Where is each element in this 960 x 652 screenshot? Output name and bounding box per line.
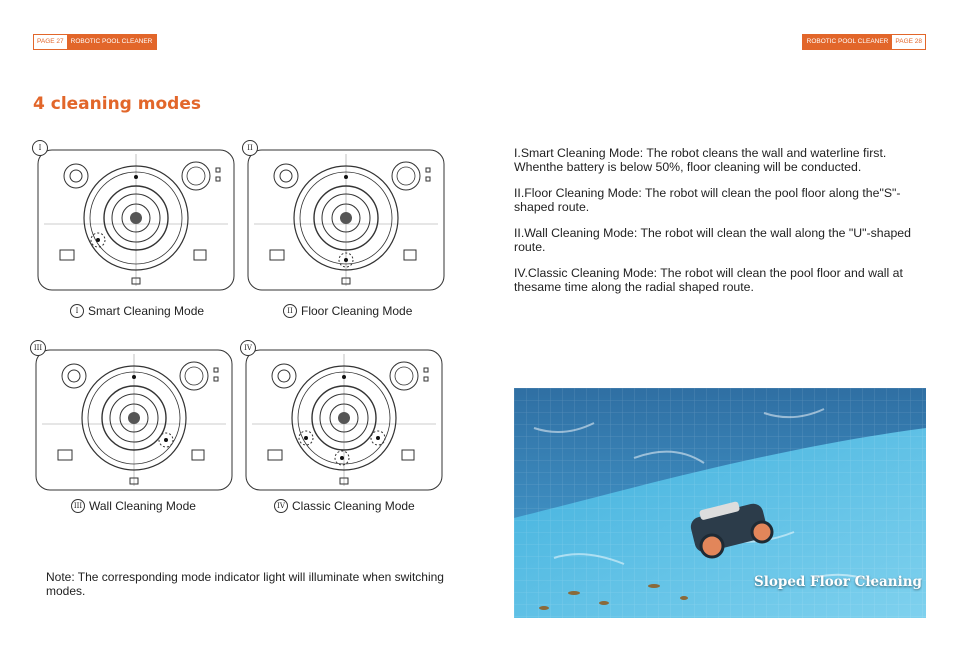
photo-caption: Sloped Floor Cleaning [754, 574, 922, 590]
mode-caption-3 [71, 499, 196, 513]
device-diagram [36, 146, 236, 292]
mode-caption-2 [283, 304, 412, 318]
caption-text: Wall Cleaning Mode [89, 499, 196, 513]
mode-numeral: IV [240, 340, 256, 356]
description-classic: IV.Classic Cleaning Mode: The robot will clean the pool floor and wall at thesame time along the radial shaped route. [514, 266, 903, 294]
mode-panel-2 [246, 146, 446, 292]
description-smart: I.Smart Cleaning Mode: The robot cleans the wall and waterline first. Whenthe battery is below 50%, floor cleaning will be conducted. [514, 146, 887, 174]
note-text: Note: The corresponding mode indicator light will illuminate when switching modes. [46, 570, 444, 598]
caption-text: Smart Cleaning Mode [88, 304, 205, 318]
mode-descriptions [514, 146, 924, 306]
page-tag-left [33, 34, 157, 50]
device-diagram [244, 346, 444, 492]
mode-panel-3 [34, 346, 234, 492]
description-floor: II.Floor Cleaning Mode: The robot will clean the pool floor along the"S"-shaped route. [514, 186, 901, 214]
page-number-left: PAGE 27 [34, 35, 67, 49]
mode-caption-4 [274, 499, 415, 513]
caption-numeral: III [71, 499, 85, 513]
page-title-left: ROBOTIC POOL CLEANER [67, 35, 157, 49]
caption-numeral: I [70, 304, 84, 318]
device-diagram [34, 346, 234, 492]
caption-numeral: IV [274, 499, 288, 513]
mode-caption-1 [70, 304, 204, 318]
device-diagram [246, 146, 446, 292]
caption-text: Classic Cleaning Mode [292, 499, 415, 513]
mode-numeral: III [30, 340, 46, 356]
pool-photo [514, 388, 926, 618]
mode-panel-1 [36, 146, 236, 292]
mode-panel-4 [244, 346, 444, 492]
caption-text: Floor Cleaning Mode [301, 304, 413, 318]
mode-numeral: II [242, 140, 258, 156]
page-title-right: ROBOTIC POOL CLEANER [803, 35, 893, 49]
page-number-right: PAGE 28 [892, 35, 925, 49]
mode-numeral: I [32, 140, 48, 156]
page-tag-right [802, 34, 926, 50]
description-wall: II.Wall Cleaning Mode: The robot will clean the wall along the "U"-shaped route. [514, 226, 911, 254]
section-heading: 4 cleaning modes [33, 94, 201, 114]
caption-numeral: II [283, 304, 297, 318]
